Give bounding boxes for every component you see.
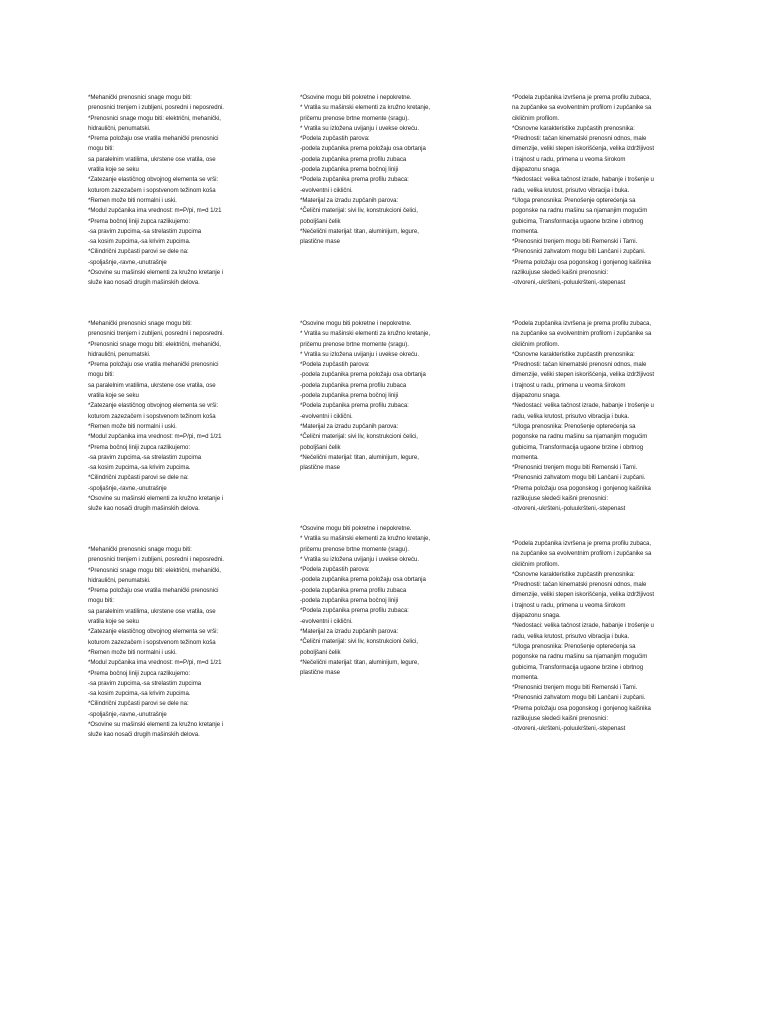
text-line: radu, velika krutost, prisutvo vibracija i buka. (512, 412, 630, 420)
text-line: prenosnici trenjem i zubljeni, posredni i neposredni. (88, 330, 224, 338)
text-line: * Vratila su mašinski elementi za kružno kretanje, (300, 330, 431, 338)
text-line: koturom zazezačem i sopstvenom težinom koša (88, 638, 216, 646)
text-line: *Nedostaci: velika tačnost izrade, habanje i trošenje u (512, 176, 654, 184)
text-line: *Zatezanje elastičnog obvojnog elementa se vrši: (88, 402, 219, 410)
text-line: dimenzije, veliki stepen iskorišćenja, velika izdržljivost (512, 145, 655, 153)
text-line: * Vratila su mašinski elementi za kružno kretanje, (300, 104, 431, 112)
text-line: *Osnovne karakteristike zupčastih prenosnika: (512, 350, 635, 358)
text-line: na zupčanike sa evolventnim profilom i zupčanike sa (512, 550, 652, 558)
text-line: dijapazonu snaga. (512, 612, 561, 620)
text-line: * Vratila su izložena uvijanju i uvekse okreću. (300, 555, 420, 563)
text-line: radu, velika krutost, prisutvo vibracija i buka. (512, 632, 630, 640)
text-line: *Nečelični materijal: titan, aluminijum, legure, (300, 658, 419, 666)
text-line: na zupčanike sa evolventnim profilom i zupčanike sa (512, 330, 652, 338)
text-line: *Materijal za izradu zupčanih parova: (300, 196, 399, 204)
text-line: *Cilindrični zupčasti parovi se dele na: (88, 474, 189, 482)
text-line: -podela zupčanika prema položaju osa obrtanja (300, 145, 426, 153)
text-line: služe kao nosači drugih mašinskih delova. (88, 279, 200, 287)
text-line: *Prenosnici trenjem mogu biti Remenski i Tarni. (512, 684, 638, 692)
text-line: * Vratila su izložena uvijanju i uvekse okreću. (300, 350, 420, 358)
text-line: *Cilindrični zupčasti parovi se dele na: (88, 700, 189, 708)
text-line: *Čelični materijal: sivi liv, konstrukcioni čelici, (300, 638, 418, 646)
text-line: *Podela zupčanika izvršena je prema profilu zubaca, (512, 94, 652, 101)
text-line: hidraulični, penumatski. (88, 576, 151, 584)
text-line: cikličnim profilom. (512, 114, 560, 122)
text-line: -podela zupčanika prema položaju osa obrtanja (300, 371, 426, 379)
text-line: -sa kosim zupcima,-sa krivim zupcima. (88, 464, 191, 472)
text-line: dijapazonu snaga. (512, 166, 561, 174)
text-line: * Vratila su izložena uvijanju i uvekse okreću. (300, 124, 420, 132)
text-line: plastične mase (300, 464, 340, 472)
text-line: -podela zupčanika prema bočnoj liniji (300, 166, 399, 174)
text-line: momenta. (512, 227, 539, 235)
text-line: cikličnim profilom. (512, 560, 560, 568)
text-line: radu, velika krutost, prisutvo vibracija i buka. (512, 186, 630, 194)
text-line: hidraulični, penumatski. (88, 350, 151, 358)
text-line: *Podela zupčanika prema profilu zubaca: (300, 402, 409, 410)
text-line: plastične mase (300, 238, 340, 246)
text-line: i trajnost u radu, primena u veoma širokom (512, 381, 626, 389)
text-line: vratila koje se seku (88, 392, 139, 400)
text-line: *Nečelični materijal: titan, aluminijum, legure, (300, 453, 419, 461)
text-line: razlikujuse sledeći kaišni prenosnici: (512, 715, 608, 723)
text-line: *Nedostaci: velika tačnost izrade, habanje i trošenje u (512, 402, 654, 410)
text-line: *Zatezanje elastičnog obvojnog elementa se vrši: (88, 628, 219, 636)
text-line: *Prednosti: tačan kinematski prenosni odnos, male (512, 581, 647, 589)
text-line: *Uloga prenosnika: Prenošenje opterećenja sa (512, 196, 636, 204)
text-line: *Osnovne karakteristike zupčastih prenosnika: (512, 570, 635, 578)
text-line: *Podela zupčanika izvršena je prema profilu zubaca, (512, 320, 652, 327)
text-line: *Osnovne karakteristike zupčastih prenosnika: (512, 124, 635, 132)
text-line: dimenzije, veliki stepen iskorišćenja, velika izdržljivost (512, 371, 655, 379)
text-line: *Podela zupčanika izvršena je prema profilu zubaca, (512, 540, 652, 547)
text-line: *Osovine mogu biti pokretne i nepokretne. (300, 94, 412, 101)
text-line: *Podela zupčastih parova: (300, 566, 370, 574)
text-line: vratila koje se seku (88, 166, 139, 174)
text-line: sa paralelnim vratilima, ukrstene ose vratila, ose (88, 381, 216, 389)
text-line: na zupčanike sa evolventnim profilom i zupčanike sa (512, 104, 652, 112)
text-line: *Prema položaju osa pogonskog i gonjenog kaišnika (512, 484, 651, 492)
text-line: -spoljašnje,-ravne,-unutrašnje (88, 710, 167, 718)
text-line: *Prednosti: tačan kinematski prenosni odnos, male (512, 361, 647, 369)
text-line: *Prenosnici snage mogu biti: električni, mehanički, (88, 340, 221, 348)
text-line: gubicima, Transformacija ugaone brzine i obrtnog (512, 663, 644, 671)
text-line: *Remen može biti normalni i uski. (88, 648, 177, 656)
text-line: *Osovine mogu biti pokretne i nepokretne. (300, 525, 412, 532)
notes-block-col3-row3 (512, 539, 682, 735)
text-line: *Prednosti: tačan kinematski prenosni odnos, male (512, 135, 647, 143)
text-line: *Čelični materijal: sivi liv, konstrukcioni čelici, (300, 433, 418, 441)
text-line: *Mehanički prenosnici snage mogu biti: (88, 94, 192, 101)
notes-block-col1-row1 (88, 93, 264, 289)
text-line: pričemu prenose brtne momente (sragu). (300, 545, 409, 553)
text-line: -otvoreni,-ukršteni,-poluukršteni,-stepenast (512, 725, 626, 733)
text-line: *Prenosnici snage mogu biti: električni, mehanički, (88, 566, 221, 574)
text-line: *Materijal za izradu zupčanih parova: (300, 422, 399, 430)
text-line: *Prenosnici zahvatom mogu biti Lančani i zupčani. (512, 694, 646, 702)
text-line: -evolventni i ciklični. (300, 617, 353, 625)
text-line: -sa kosim zupcima,-sa krivim zupcima. (88, 238, 191, 246)
text-line: *Podela zupčanika prema profilu zubaca: (300, 176, 409, 184)
notes-block-col3-row1 (512, 93, 682, 289)
text-line: -podela zupčanika prema bočnoj liniji (300, 597, 399, 605)
text-line: hidraulični, penumatski. (88, 124, 151, 132)
text-line: koturom zazezačem i sopstvenom težinom koša (88, 412, 216, 420)
text-line: *Nečelični materijal: titan, aluminijum, legure, (300, 227, 419, 235)
text-line: *Prenosnici trenjem mogu biti Remenski i Tarni. (512, 464, 638, 472)
text-line: mogu biti: (88, 597, 114, 605)
text-line: koturom zazezačem i sopstvenom težinom koša (88, 186, 216, 194)
text-line: gubicima, Transformacija ugaone brzine i obrtnog (512, 443, 644, 451)
text-line: -otvoreni,-ukršteni,-poluukršteni,-stepenast (512, 505, 626, 513)
text-line: *Prema bočnoj liniji zupca razlikujemo: (88, 217, 191, 225)
notes-block-col2-row2 (300, 319, 476, 473)
text-line: pričemu prenose brtne momente (sragu). (300, 340, 409, 348)
text-line: *Prema položaju osa pogonskog i gonjenog kaišnika (512, 704, 651, 712)
text-line: sa paralelnim vratilima, ukrstene ose vratila, ose (88, 155, 216, 163)
text-line: *Prema bočnoj liniji zupca razlikujemo: (88, 669, 191, 677)
text-line: *Osovine su mašinski elementi za kružno kretanje i (88, 495, 224, 503)
notes-block-col2-row3 (300, 524, 476, 678)
text-line: *Prenosnici zahvatom mogu biti Lančani i zupčani. (512, 474, 646, 482)
text-line: dijapazonu snaga. (512, 392, 561, 400)
text-line: prenosnici trenjem i zubljeni, posredni i neposredni. (88, 556, 224, 564)
text-line: služe kao nosači drugih mašinskih delova. (88, 731, 200, 739)
text-line: razlikujuse sledeći kaišni prenosnici: (512, 269, 608, 277)
text-line: *Materijal za izradu zupčanih parova: (300, 627, 399, 635)
text-line: momenta. (512, 453, 539, 461)
text-line: -evolventni i ciklični. (300, 412, 353, 420)
text-line: poboljšani čelik (300, 443, 341, 451)
text-line: *Čelični materijal: sivi liv, konstrukcioni čelici, (300, 207, 418, 215)
text-line: prenosnici trenjem i zubljeni, posredni i neposredni. (88, 104, 224, 112)
text-line: *Prema položaju ose vratila mehanički prenosnici (88, 587, 219, 595)
text-line: gubicima, Transformacija ugaone brzine i obrtnog (512, 217, 644, 225)
text-line: *Nedostaci: velika tačnost izrade, habanje i trošenje u (512, 622, 654, 630)
text-line: vratila koje se seku (88, 618, 139, 626)
text-line: -spoljašnje,-ravne,-unutrašnje (88, 484, 167, 492)
text-line: -podela zupčanika prema profilu zubaca (300, 155, 407, 163)
text-line: i trajnost u radu, primena u veoma širokom (512, 155, 626, 163)
text-line: poboljšani čelik (300, 648, 341, 656)
text-line: *Mehanički prenosnici snage mogu biti: (88, 546, 192, 553)
text-line: *Modul zupčanika ima vrednost: m=P/pi, m=d 1/z1 (88, 207, 222, 215)
text-line: -spoljašnje,-ravne,-unutrašnje (88, 258, 167, 266)
text-line: -sa pravim zupcima,-sa strelastim zupcima (88, 453, 202, 461)
notes-block-col1-row2 (88, 319, 264, 515)
text-line: *Modul zupčanika ima vrednost: m=P/pi, m=d 1/z1 (88, 659, 222, 667)
text-line: *Osovine mogu biti pokretne i nepokretne. (300, 320, 412, 327)
text-line: momenta. (512, 673, 539, 681)
text-line: i trajnost u radu, primena u veoma širokom (512, 601, 626, 609)
text-line: mogu biti: (88, 371, 114, 379)
text-line: -podela zupčanika prema položaju osa obrtanja (300, 576, 426, 584)
text-line: *Mehanički prenosnici snage mogu biti: (88, 320, 192, 327)
text-line: pogonske na radnu mašinu sa njamanjim mogućim (512, 433, 648, 441)
text-line: *Osovine su mašinski elementi za kružno kretanje i (88, 721, 224, 729)
text-line: pogonske na radnu mašinu sa njamanjim mogućim (512, 207, 648, 215)
notes-block-col3-row2 (512, 319, 682, 515)
text-line: *Cilindrični zupčasti parovi se dele na: (88, 248, 189, 256)
text-line: -sa pravim zupcima,-sa strelastim zupcima (88, 679, 202, 687)
notes-block-col2-row1 (300, 93, 476, 247)
text-line: cikličnim profilom. (512, 340, 560, 348)
text-line: *Prema položaju ose vratila mehanički prenosnici (88, 135, 219, 143)
text-line: *Podela zupčanika prema profilu zubaca: (300, 607, 409, 615)
notes-block-col1-row3 (88, 545, 264, 741)
text-line: poboljšani čelik (300, 217, 341, 225)
text-line: *Osovine su mašinski elementi za kružno kretanje i (88, 269, 224, 277)
text-line: sa paralelnim vratilima, ukrstene ose vratila, ose (88, 607, 216, 615)
text-line: *Podela zupčastih parova: (300, 135, 370, 143)
text-line: *Prenosnici zahvatom mogu biti Lančani i zupčani. (512, 248, 646, 256)
text-line: plastične mase (300, 669, 340, 677)
text-line: pogonske na radnu mašinu sa njamanjim mogućim (512, 653, 648, 661)
text-line: mogu biti: (88, 145, 114, 153)
text-line: *Remen može biti normalni i uski. (88, 422, 177, 430)
text-line: -podela zupčanika prema profilu zubaca (300, 381, 407, 389)
text-line: pričemu prenose brtne momente (sragu). (300, 114, 409, 122)
text-line: -evolventni i ciklični. (300, 186, 353, 194)
text-line: *Prema položaju ose vratila mehanički prenosnici (88, 361, 219, 369)
text-line: služe kao nosači drugih mašinskih delova. (88, 505, 200, 513)
text-line: *Podela zupčastih parova: (300, 361, 370, 369)
text-line: -sa pravim zupcima,-sa strelastim zupcima (88, 227, 202, 235)
text-line: *Prenosnici trenjem mogu biti Remenski i Tarni. (512, 238, 638, 246)
text-line: *Uloga prenosnika: Prenošenje opterećenja sa (512, 642, 636, 650)
text-line: *Zatezanje elastičnog obvojnog elementa se vrši: (88, 176, 219, 184)
text-line: *Prema bočnoj liniji zupca razlikujemo: (88, 443, 191, 451)
text-line: *Prenosnici snage mogu biti: električni, mehanički, (88, 114, 221, 122)
text-line: -podela zupčanika prema profilu zubaca (300, 586, 407, 594)
text-line: -podela zupčanika prema bočnoj liniji (300, 392, 399, 400)
text-line: *Prema položaju osa pogonskog i gonjenog kaišnika (512, 258, 651, 266)
text-line: -sa kosim zupcima,-sa krivim zupcima. (88, 690, 191, 698)
text-line: -otvoreni,-ukršteni,-poluukršteni,-stepenast (512, 279, 626, 287)
text-line: *Modul zupčanika ima vrednost: m=P/pi, m=d 1/z1 (88, 433, 222, 441)
text-line: dimenzije, veliki stepen iskorišćenja, velika izdržljivost (512, 591, 655, 599)
text-line: * Vratila su mašinski elementi za kružno kretanje, (300, 535, 431, 543)
text-line: razlikujuse sledeći kaišni prenosnici: (512, 495, 608, 503)
text-line: *Uloga prenosnika: Prenošenje opterećenja sa (512, 422, 636, 430)
text-line: *Remen može biti normalni i uski. (88, 196, 177, 204)
